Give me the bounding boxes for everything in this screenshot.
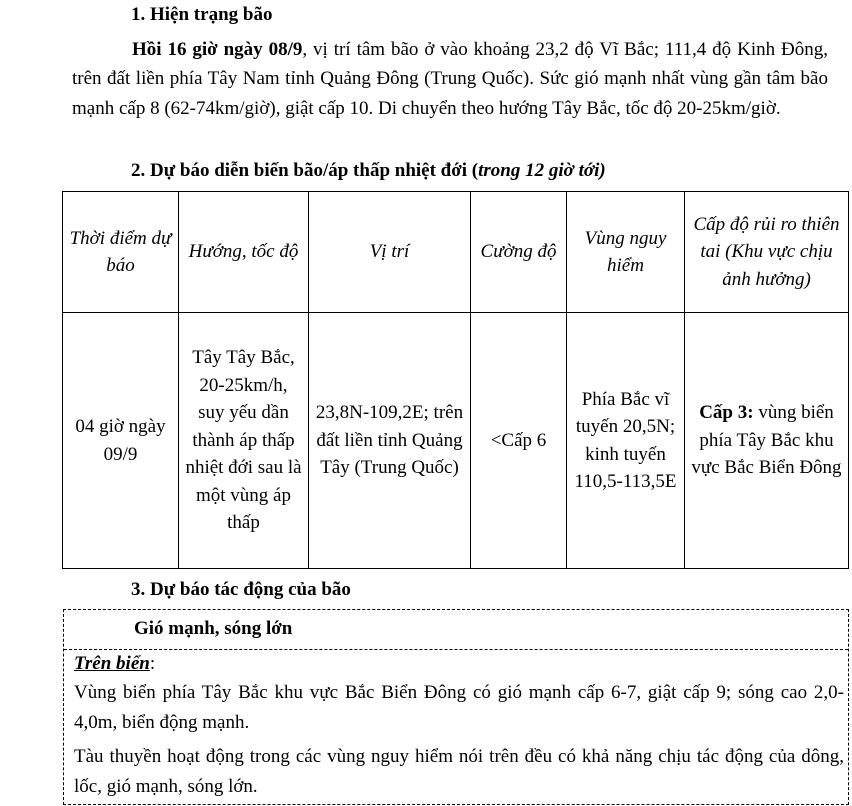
risk-area: vùng biển phía Tây Bắc khu vực Bắc Biển Đông [691,402,842,479]
header-danger-zone: Vùng nguy hiểm [567,192,685,313]
current-status-paragraph [72,35,828,123]
sea-impact-paragraph: Vùng biển phía Tây Bắc khu vực Bắc Biển Đông có gió mạnh cấp 6-7, giật cấp 9; sóng cao 2,0-4,0m, biển động mạnh. [74,682,844,733]
table-row [63,313,849,569]
table-header-row [63,192,849,313]
header-risk-level: Cấp độ rủi ro thiên tai (Khu vực chịu ảnh hưởng) [685,192,849,313]
forecast-period: trong 12 giờ tới) [478,160,606,181]
forecast-table [62,191,849,569]
section-1-heading: 1. Hiện trạng bão [131,4,273,25]
risk-level-value: Cấp 3: [699,402,754,424]
cell-intensity: <Cấp 6 [471,313,567,569]
vessel-warning-paragraph: Tàu thuyền hoạt động trong các vùng nguy hiểm nói trên đều có khả năng chịu tác động của dông, lốc, gió mạnh, sóng lớn. [74,746,844,797]
sea-label: Trên biển: [74,653,156,674]
cell-risk-level [685,313,849,569]
section-2-heading: 2. Dự báo diễn biến bão/áp thấp nhiệt đới (trong 12 giờ tới) [131,160,606,181]
section-3-heading: 3. Dự báo tác động của bão [131,579,351,600]
cell-position: 23,8N-109,2E; trên đất liền tỉnh Quảng Tây (Trung Quốc) [309,313,471,569]
current-status-text: , vị trí tâm bão ở vào khoảng 23,2 độ Vĩ Bắc; 111,4 độ Kinh Đông, trên đất liền phía Tây Nam tỉnh Quảng Đông (Trung Quốc). Sức gió mạnh nhất vùng gần tâm bão mạnh cấp 8 (62-74km/giờ), giật cấp 10. Di chuyển theo hướng Tây Bắc, tốc độ 20-25km/giờ. [72,39,828,119]
header-intensity: Cường độ [471,192,567,313]
header-forecast-time: Thời điểm dự báo [63,192,179,313]
cell-direction-speed: Tây Tây Bắc, 20-25km/h, suy yếu dần thành áp thấp nhiệt đới sau là một vùng áp thấp [179,313,309,569]
cell-danger-zone: Phía Bắc vĩ tuyến 20,5N; kinh tuyến 110,5-113,5E [567,313,685,569]
header-position: Vị trí [309,192,471,313]
header-direction-speed: Hướng, tốc độ [179,192,309,313]
observation-time: Hồi 16 giờ ngày 08/9 [132,39,303,60]
impact-box [63,609,849,805]
impact-box-header [64,610,848,650]
cell-forecast-time: 04 giờ ngày 09/9 [63,313,179,569]
impact-box-title: Gió mạnh, sóng lớn [134,618,293,639]
